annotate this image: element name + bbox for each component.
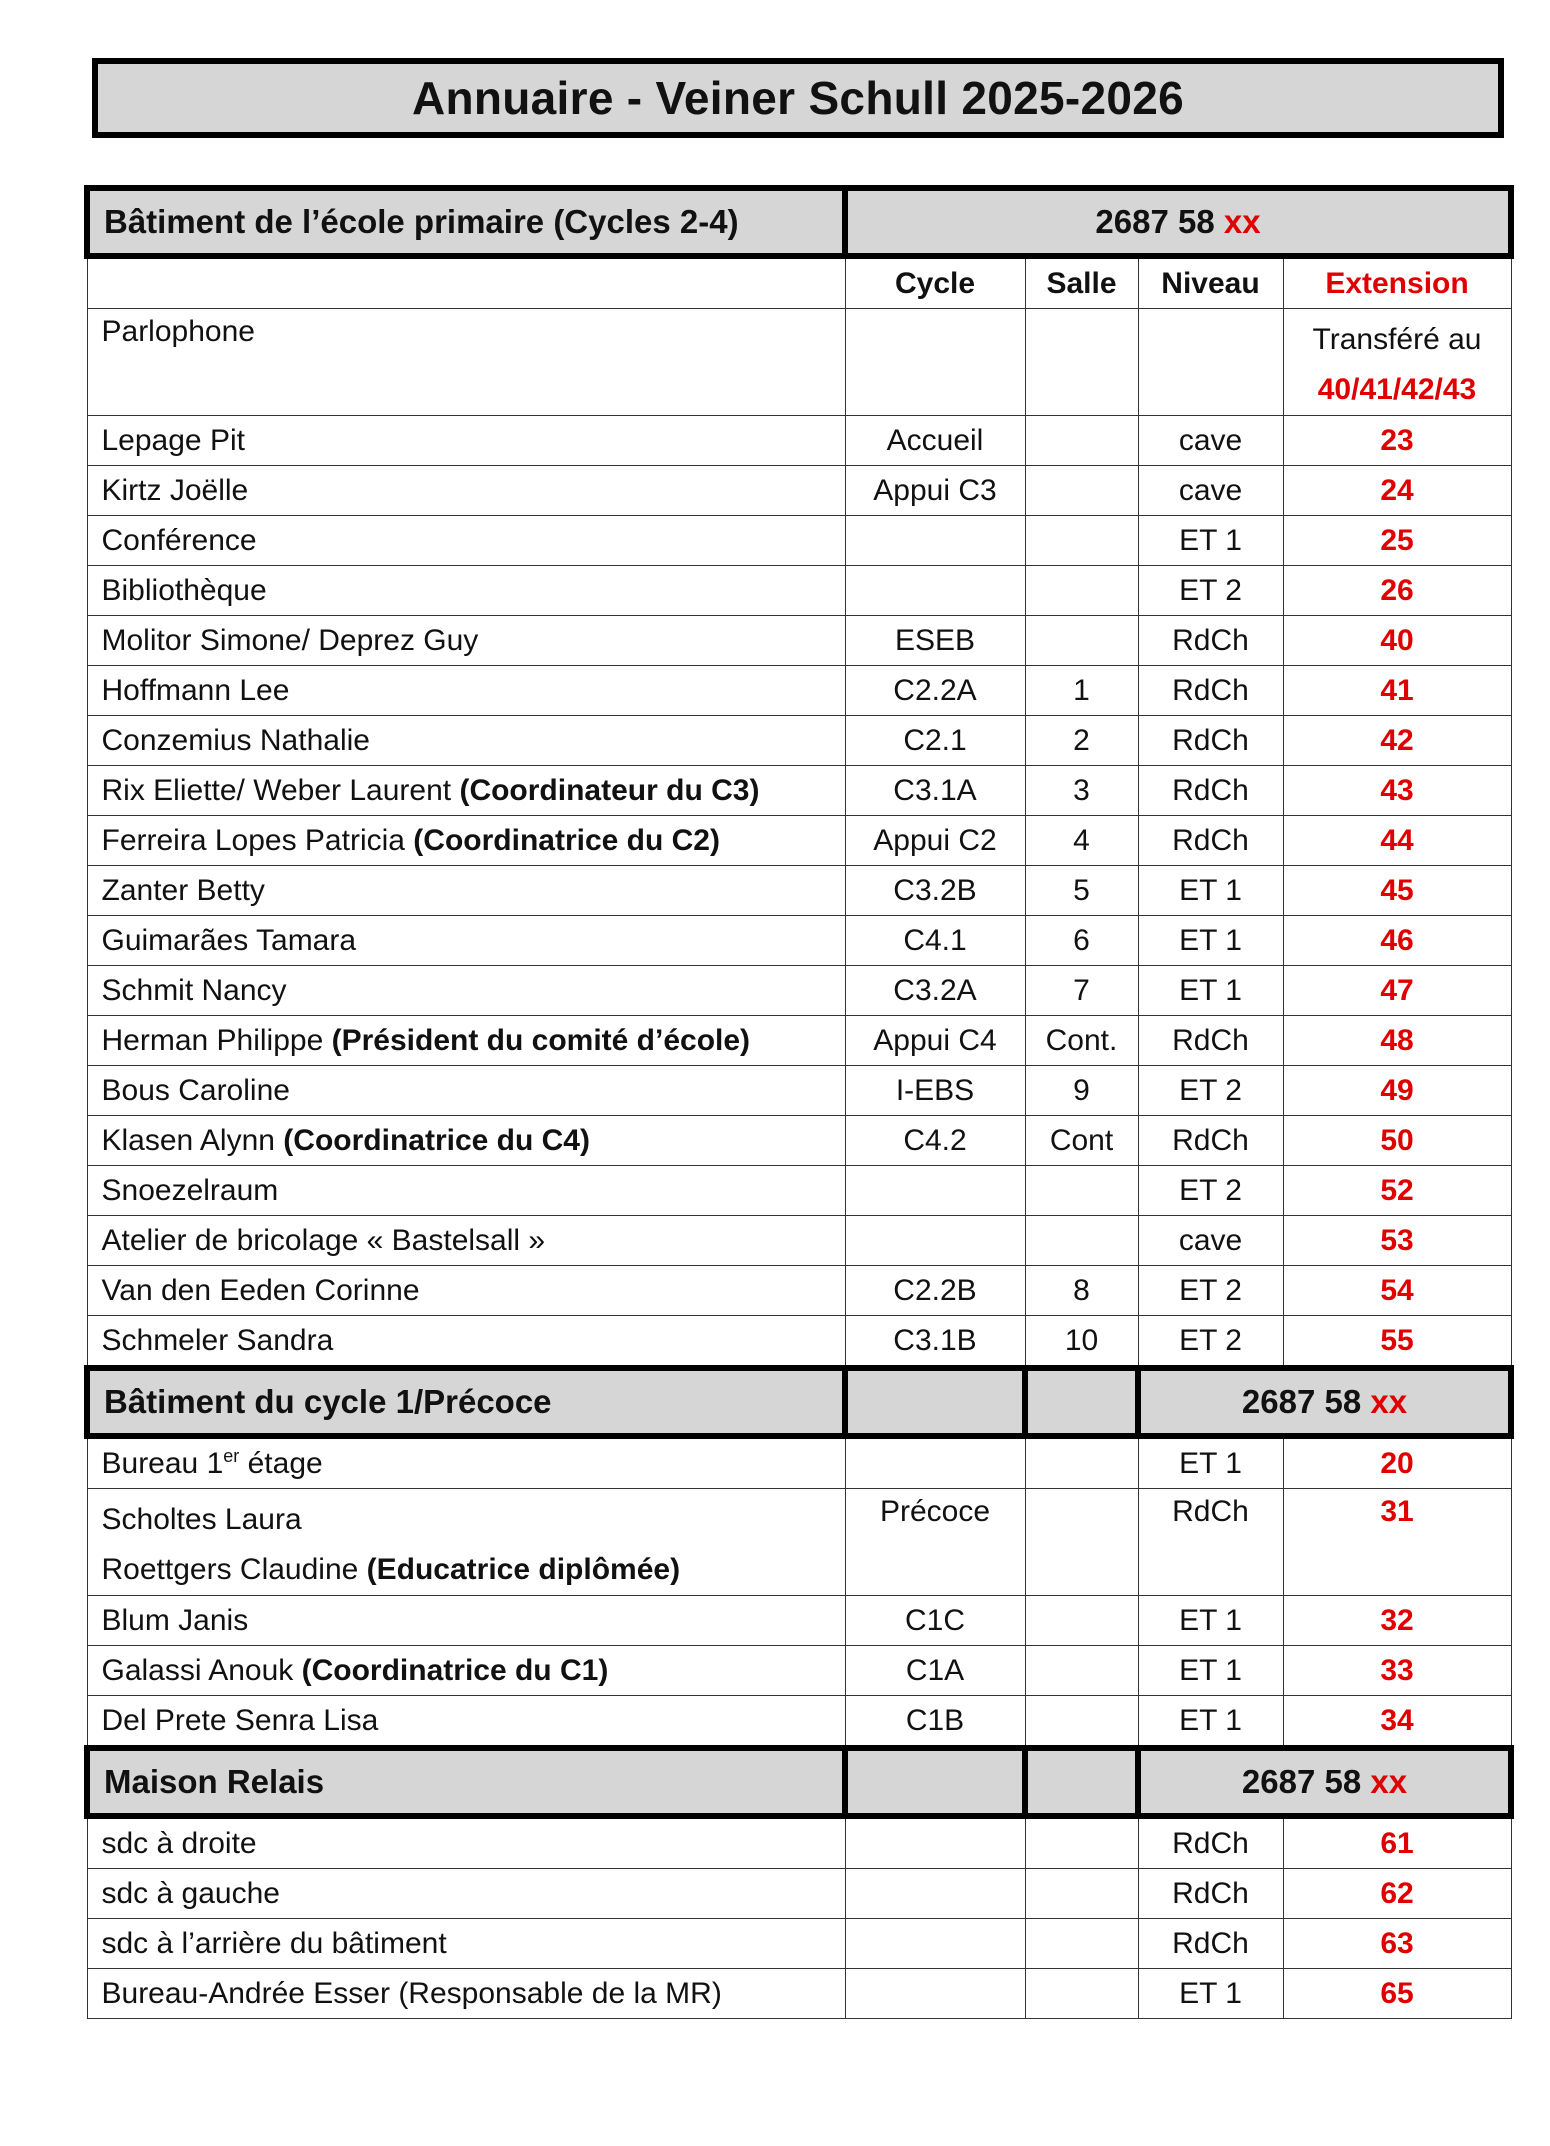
niveau-cell: ET 2: [1138, 1166, 1283, 1216]
niveau-cell: ET 1: [1138, 1596, 1283, 1646]
phone-prefix: 2687 58: [1241, 1763, 1362, 1800]
extension-cell: [1283, 816, 1511, 866]
entry-name-cell: [87, 1869, 845, 1919]
section-header-row: [87, 1748, 1511, 1816]
salle-cell: 1: [1025, 666, 1138, 716]
salle-cell: [1025, 1436, 1138, 1489]
salle-cell: 10: [1025, 1316, 1138, 1369]
table-row: [87, 1016, 1511, 1066]
extension-value: 43: [1380, 773, 1414, 807]
column-header-row: [87, 256, 1511, 309]
entry-name: Lepage Pit: [101, 423, 245, 457]
extension-cell: [1283, 1016, 1511, 1066]
niveau-cell: ET 1: [1138, 916, 1283, 966]
niveau-cell: RdCh: [1138, 766, 1283, 816]
extension-value: 45: [1380, 873, 1414, 907]
extension-value: 44: [1380, 823, 1414, 857]
entry-name: Scholtes Laura: [101, 1503, 302, 1536]
extension-cell: [1283, 666, 1511, 716]
salle-cell: 3: [1025, 766, 1138, 816]
extension-cell: [1283, 966, 1511, 1016]
table-row: [87, 716, 1511, 766]
section-name: Bâtiment du cycle 1/Précoce: [87, 1368, 845, 1436]
salle-cell: 8: [1025, 1266, 1138, 1316]
niveau-cell: RdCh: [1138, 1016, 1283, 1066]
salle-cell: [1025, 566, 1138, 616]
cycle-cell: [845, 1816, 1025, 1869]
extension-value: 42: [1380, 723, 1414, 757]
extension-value: 23: [1380, 423, 1414, 457]
entry-name-cell: [87, 916, 845, 966]
entry-name: Conférence: [101, 523, 257, 557]
entry-name: Bous Caroline: [101, 1073, 290, 1107]
empty-cell: [845, 1368, 1025, 1436]
empty-cell: [87, 256, 845, 309]
phone-prefix: 2687 58: [1241, 1383, 1362, 1420]
entry-name-cell: [87, 466, 845, 516]
table-row: [87, 309, 1511, 416]
extension-value: 33: [1380, 1653, 1414, 1687]
entry-name: Zanter Betty: [101, 873, 265, 907]
table-row: [87, 916, 1511, 966]
extension-value: 49: [1380, 1073, 1414, 1107]
extension-value: 65: [1380, 1976, 1414, 2010]
table-row: [87, 1116, 1511, 1166]
entry-name: sdc à gauche: [101, 1876, 280, 1910]
entry-name: Snoezelraum: [101, 1173, 279, 1207]
table-row: [87, 1316, 1511, 1369]
niveau-cell: ET 2: [1138, 1266, 1283, 1316]
entry-name: Rix Eliette/ Weber Laurent: [101, 773, 460, 807]
section-header-row: [87, 1368, 1511, 1436]
extension-cell: [1283, 416, 1511, 466]
cycle-cell: [845, 1869, 1025, 1919]
section-header-row: [87, 188, 1511, 256]
niveau-cell: cave: [1138, 1216, 1283, 1266]
extension-value: 24: [1380, 473, 1414, 507]
extension-value: 48: [1380, 1023, 1414, 1057]
niveau-cell: ET 1: [1138, 1436, 1283, 1489]
table-row: [87, 1816, 1511, 1869]
entry-name: Bureau 1: [101, 1446, 224, 1480]
niveau-cell: ET 2: [1138, 1316, 1283, 1369]
table-row: [87, 666, 1511, 716]
entry-name: Guimarães Tamara: [101, 923, 357, 957]
entry-name-cell: [87, 666, 845, 716]
cycle-cell: C3.1B: [845, 1316, 1025, 1369]
column-header-cycle: Cycle: [845, 256, 1025, 309]
extension-value: 40/41/42/43: [1317, 373, 1477, 406]
extension-cell: [1283, 466, 1511, 516]
niveau-cell: ET 1: [1138, 1696, 1283, 1749]
extension-cell: [1283, 309, 1511, 416]
cycle-cell: C2.2A: [845, 666, 1025, 716]
extension-cell: [1283, 516, 1511, 566]
niveau-cell: RdCh: [1138, 616, 1283, 666]
section-phone: [845, 188, 1511, 256]
entry-role: (Coordinateur du C3): [459, 773, 760, 807]
salle-cell: [1025, 1869, 1138, 1919]
salle-cell: 7: [1025, 966, 1138, 1016]
entry-name: Bibliothèque: [101, 573, 267, 607]
salle-cell: [1025, 1696, 1138, 1749]
section-name: Maison Relais: [87, 1748, 845, 1816]
table-row: [87, 1696, 1511, 1749]
entry-name-suffix: étage: [239, 1446, 323, 1480]
empty-cell: [845, 1748, 1025, 1816]
entry-role: (Coordinatrice du C1): [301, 1653, 609, 1687]
cycle-cell: C1B: [845, 1696, 1025, 1749]
niveau-cell: RdCh: [1138, 716, 1283, 766]
salle-cell: [1025, 516, 1138, 566]
phone-prefix: 2687 58: [1095, 203, 1215, 240]
table-row: [87, 1869, 1511, 1919]
table-row: [87, 1266, 1511, 1316]
cycle-cell: C4.2: [845, 1116, 1025, 1166]
section-phone: [1138, 1748, 1511, 1816]
cycle-cell: C1C: [845, 1596, 1025, 1646]
extension-cell: [1283, 916, 1511, 966]
extension-value: 63: [1380, 1926, 1414, 1960]
niveau-cell: cave: [1138, 466, 1283, 516]
extension-cell: [1283, 1316, 1511, 1369]
entry-line: [102, 1545, 845, 1595]
extension-cell: [1283, 1969, 1511, 2019]
extension-cell: [1283, 616, 1511, 666]
cycle-cell: [845, 1436, 1025, 1489]
niveau-cell: RdCh: [1138, 1489, 1283, 1596]
table-row: [87, 566, 1511, 616]
salle-cell: [1025, 1216, 1138, 1266]
salle-cell: [1025, 1919, 1138, 1969]
cycle-cell: C1A: [845, 1646, 1025, 1696]
extension-cell: [1283, 1696, 1511, 1749]
entry-name: Conzemius Nathalie: [101, 723, 370, 757]
entry-name: sdc à l’arrière du bâtiment: [101, 1926, 447, 1960]
extension-value: 31: [1380, 1495, 1414, 1528]
extension-value: 52: [1380, 1173, 1414, 1207]
extension-cell: [1283, 1166, 1511, 1216]
niveau-cell: RdCh: [1138, 666, 1283, 716]
extension-value: 40: [1380, 623, 1414, 657]
table-row: [87, 866, 1511, 916]
entry-name-cell: [87, 1016, 845, 1066]
cycle-cell: Appui C2: [845, 816, 1025, 866]
entry-name: Atelier de bricolage « Bastelsall »: [101, 1223, 546, 1257]
cycle-cell: [845, 309, 1025, 416]
cycle-cell: C3.2A: [845, 966, 1025, 1016]
entry-name: Blum Janis: [101, 1603, 249, 1637]
extension-cell: [1283, 1919, 1511, 1969]
entry-name: Parlophone: [101, 315, 255, 348]
table-row: [87, 1436, 1511, 1489]
extension-cell: [1283, 716, 1511, 766]
entry-name: Van den Eeden Corinne: [101, 1273, 420, 1307]
salle-cell: 4: [1025, 816, 1138, 866]
salle-cell: [1025, 309, 1138, 416]
salle-cell: [1025, 616, 1138, 666]
entry-name-cell: [87, 1816, 845, 1869]
table-row: [87, 766, 1511, 816]
cycle-cell: I-EBS: [845, 1066, 1025, 1116]
document-title-box: [92, 58, 1504, 138]
table-row: [87, 816, 1511, 866]
cycle-cell: C4.1: [845, 916, 1025, 966]
extension-value: 34: [1380, 1703, 1414, 1737]
cycle-cell: [845, 1969, 1025, 2019]
extension-value: 53: [1380, 1223, 1414, 1257]
entry-name-cell: [87, 1166, 845, 1216]
entry-name: Schmit Nancy: [101, 973, 287, 1007]
extension-cell: [1283, 1266, 1511, 1316]
entry-name: Hoffmann Lee: [101, 673, 290, 707]
extension-value: 41: [1380, 673, 1414, 707]
salle-cell: Cont: [1025, 1116, 1138, 1166]
extension-value: 20: [1380, 1446, 1414, 1480]
entry-name: Del Prete Senra Lisa: [101, 1703, 379, 1737]
table-row: [87, 966, 1511, 1016]
salle-cell: [1025, 1646, 1138, 1696]
niveau-cell: RdCh: [1138, 1816, 1283, 1869]
niveau-cell: [1138, 309, 1283, 416]
cycle-cell: C3.2B: [845, 866, 1025, 916]
cycle-cell: Appui C4: [845, 1016, 1025, 1066]
table-row: [87, 1216, 1511, 1266]
table-row: [87, 1166, 1511, 1216]
table-row: [87, 516, 1511, 566]
entry-name-cell: [87, 1316, 845, 1369]
column-header-niveau: Niveau: [1138, 256, 1283, 309]
extension-cell: [1283, 1596, 1511, 1646]
niveau-cell: RdCh: [1138, 1919, 1283, 1969]
entry-name-cell: [87, 1646, 845, 1696]
cycle-cell: [845, 1216, 1025, 1266]
salle-cell: [1025, 1969, 1138, 2019]
cycle-cell: Accueil: [845, 416, 1025, 466]
entry-name: Galassi Anouk: [101, 1653, 302, 1687]
salle-cell: 6: [1025, 916, 1138, 966]
entry-name-cell: [87, 966, 845, 1016]
cycle-cell: C2.2B: [845, 1266, 1025, 1316]
extension-value: 61: [1380, 1826, 1414, 1860]
table-row: [87, 466, 1511, 516]
entry-name-cell: [87, 866, 845, 916]
entry-role: (Coordinatrice du C4): [283, 1123, 590, 1157]
phone-suffix: xx: [1370, 1763, 1408, 1800]
extension-value: 26: [1380, 573, 1414, 607]
empty-cell: [1025, 1748, 1138, 1816]
document-title: Annuaire - Veiner Schull 2025-2026: [411, 72, 1185, 124]
extension-cell: [1283, 1869, 1511, 1919]
salle-cell: 2: [1025, 716, 1138, 766]
table-row: [87, 1066, 1511, 1116]
niveau-cell: ET 2: [1138, 1066, 1283, 1116]
table-row: [87, 616, 1511, 666]
phone-suffix: xx: [1223, 203, 1261, 240]
salle-cell: [1025, 1489, 1138, 1596]
section-name: Bâtiment de l’école primaire (Cycles 2-4): [87, 188, 845, 256]
salle-cell: Cont.: [1025, 1016, 1138, 1066]
entry-name: Klasen Alynn: [101, 1123, 284, 1157]
table-row: [87, 1489, 1511, 1596]
extension-cell: [1283, 1489, 1511, 1596]
extension-value: 32: [1380, 1603, 1414, 1637]
niveau-cell: ET 2: [1138, 566, 1283, 616]
table-row: [87, 1919, 1511, 1969]
extension-value: 47: [1380, 973, 1414, 1007]
table-row: [87, 1646, 1511, 1696]
extension-cell: [1283, 1066, 1511, 1116]
salle-cell: [1025, 1816, 1138, 1869]
niveau-cell: RdCh: [1138, 1116, 1283, 1166]
cycle-cell: Précoce: [845, 1489, 1025, 1596]
entry-name: Schmeler Sandra: [101, 1323, 334, 1357]
entry-role: (Coordinatrice du C2): [413, 823, 720, 857]
niveau-cell: RdCh: [1138, 1869, 1283, 1919]
salle-cell: [1025, 416, 1138, 466]
entry-name-cell: [87, 516, 845, 566]
salle-cell: [1025, 466, 1138, 516]
cycle-cell: ESEB: [845, 616, 1025, 666]
entry-name-superscript: er: [223, 1445, 240, 1466]
cycle-cell: [845, 1919, 1025, 1969]
niveau-cell: ET 1: [1138, 966, 1283, 1016]
extension-cell: [1283, 1646, 1511, 1696]
entry-name-cell: [87, 1116, 845, 1166]
salle-cell: [1025, 1166, 1138, 1216]
niveau-cell: ET 1: [1138, 1969, 1283, 2019]
extension-cell: [1283, 866, 1511, 916]
directory-table: [84, 185, 1514, 2019]
entry-name: Roettgers Claudine: [101, 1553, 367, 1586]
extension-value: 46: [1380, 923, 1414, 957]
entry-name: Kirtz Joëlle: [101, 473, 249, 507]
entry-name-cell: [87, 1919, 845, 1969]
entry-name: sdc à droite: [101, 1826, 257, 1860]
entry-name-cell: [87, 309, 845, 416]
entry-name-cell: [87, 716, 845, 766]
entry-name-cell: [87, 766, 845, 816]
table-row: [87, 1596, 1511, 1646]
entry-name-cell: [87, 566, 845, 616]
cycle-cell: [845, 566, 1025, 616]
entry-name-cell: [87, 616, 845, 666]
entry-name: Molitor Simone/ Deprez Guy: [101, 623, 479, 657]
entry-name-cell: [87, 816, 845, 866]
extension-value: 25: [1380, 523, 1414, 557]
entry-name-cell: [87, 1436, 845, 1489]
cycle-cell: C3.1A: [845, 766, 1025, 816]
extension-cell: [1283, 1436, 1511, 1489]
cycle-cell: Appui C3: [845, 466, 1025, 516]
entry-line: [102, 1495, 845, 1545]
extension-note: Transféré au: [1312, 323, 1482, 356]
salle-cell: 5: [1025, 866, 1138, 916]
column-header-salle: Salle: [1025, 256, 1138, 309]
cycle-cell: C2.1: [845, 716, 1025, 766]
entry-name-cell: [87, 416, 845, 466]
entry-name: Bureau-Andrée Esser (Responsable de la MR): [101, 1976, 722, 2010]
extension-value: 54: [1380, 1273, 1414, 1307]
salle-cell: [1025, 1596, 1138, 1646]
extension-value: 62: [1380, 1876, 1414, 1910]
entry-name-cell: [87, 1266, 845, 1316]
niveau-cell: ET 1: [1138, 1646, 1283, 1696]
column-header-extension: Extension: [1283, 256, 1511, 309]
extension-cell: [1283, 1816, 1511, 1869]
empty-cell: [1025, 1368, 1138, 1436]
entry-name-cell: [87, 1489, 845, 1596]
entry-name-cell: [87, 1216, 845, 1266]
table-row: [87, 1969, 1511, 2019]
extension-value: 50: [1380, 1123, 1414, 1157]
cycle-cell: [845, 1166, 1025, 1216]
entry-name-cell: [87, 1066, 845, 1116]
extension-cell: [1283, 1216, 1511, 1266]
niveau-cell: ET 1: [1138, 516, 1283, 566]
entry-role: (Educatrice diplômée): [366, 1553, 681, 1586]
niveau-cell: RdCh: [1138, 816, 1283, 866]
entry-name-cell: [87, 1696, 845, 1749]
entry-name-cell: [87, 1969, 845, 2019]
table-row: [87, 416, 1511, 466]
phone-suffix: xx: [1370, 1383, 1408, 1420]
extension-cell: [1283, 566, 1511, 616]
cycle-cell: [845, 516, 1025, 566]
section-phone: [1138, 1368, 1511, 1436]
entry-name-cell: [87, 1596, 845, 1646]
entry-name: Herman Philippe: [101, 1023, 332, 1057]
niveau-cell: ET 1: [1138, 866, 1283, 916]
salle-cell: 9: [1025, 1066, 1138, 1116]
extension-cell: [1283, 1116, 1511, 1166]
niveau-cell: cave: [1138, 416, 1283, 466]
entry-name: Ferreira Lopes Patricia: [101, 823, 414, 857]
extension-value: 55: [1380, 1323, 1414, 1357]
entry-role: (Président du comité d’école): [331, 1023, 751, 1057]
extension-cell: [1283, 766, 1511, 816]
